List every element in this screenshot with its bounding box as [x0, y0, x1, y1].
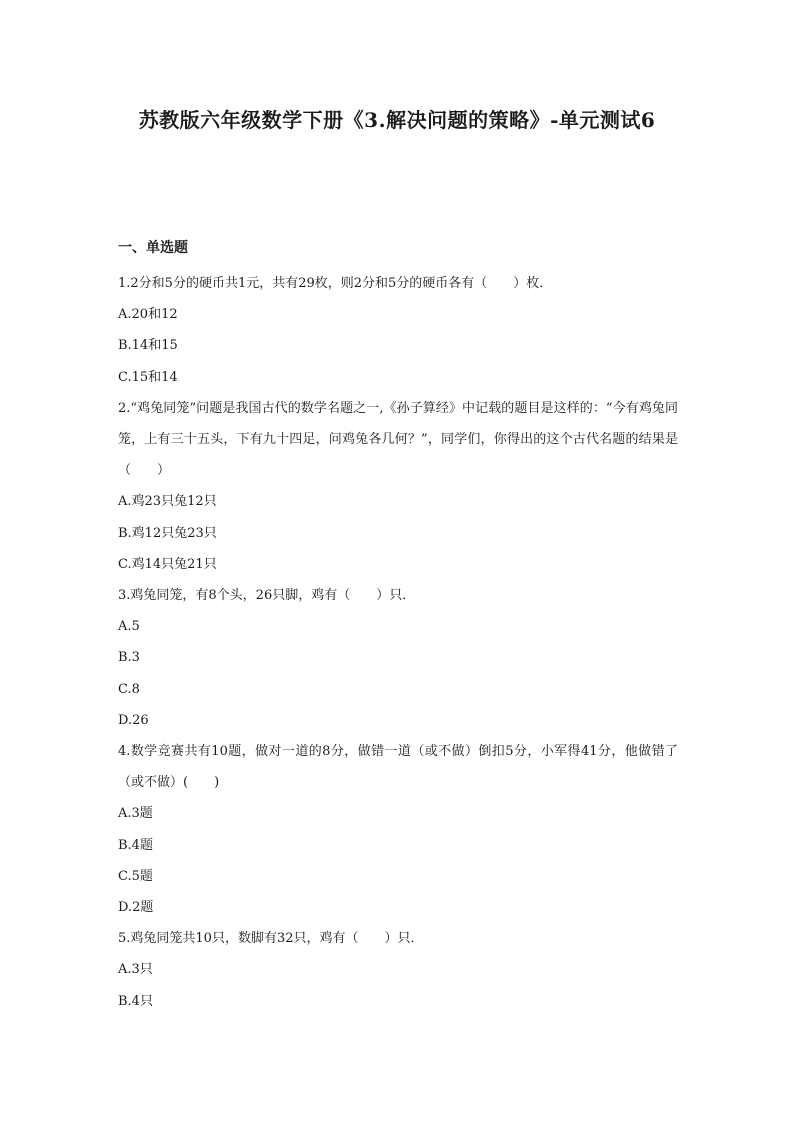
question-1	[118, 268, 678, 393]
option-d: D.26	[118, 712, 149, 728]
option-a: A.鸡23只兔12只	[118, 494, 217, 510]
option-c: C.5题	[118, 868, 153, 884]
option-d: D.2题	[118, 900, 154, 916]
option-b: B.4题	[118, 837, 153, 853]
option-c: C.鸡14只兔21只	[118, 556, 217, 572]
option-b: B.鸡12只兔23只	[118, 525, 217, 541]
question-5	[118, 923, 678, 1017]
question-4	[118, 736, 678, 923]
question-3	[118, 580, 678, 736]
section-heading: 一、单选题	[118, 240, 188, 256]
option-a: A.20和12	[118, 307, 178, 323]
option-a: A.5	[118, 619, 140, 635]
option-b: B.14和15	[118, 338, 178, 354]
question-2	[118, 393, 678, 580]
option-c: C.15和14	[118, 369, 178, 385]
question-text: 1.2分和5分的硬币共1元，共有29枚，则2分和5分的硬币各有（ ）枚．	[118, 276, 553, 291]
question-text: 5.鸡兔同笼共10只，数脚有32只，鸡有（ ）只．	[118, 931, 424, 947]
option-a: A.3题	[118, 806, 153, 822]
question-text: 2.“鸡兔同笼”问题是我国古代的数学名题之一,《孙子算经》中记载的题目是这样的：“今有鸡兔同笼，上有三十五头，下有九十四足，问鸡兔各几何？”，同学们，你得出的这个古代名题的结果是（ ）	[118, 400, 678, 479]
question-text: 4.数学竞赛共有10题，做对一道的8分，做错一道（或不做）倒扣5分，小军得41分，他做错了（或不做）( )	[118, 744, 678, 791]
question-text: 3.鸡兔同笼，有8个头，26只脚，鸡有（ ）只．	[118, 588, 416, 604]
option-b: B.3	[118, 650, 140, 666]
option-a: A.3只	[118, 962, 153, 978]
option-c: C.8	[118, 681, 140, 697]
option-b: B.4只	[118, 993, 153, 1009]
page-title: 苏教版六年级数学下册《3.解决问题的策略》-单元测试6	[138, 108, 656, 132]
document-body	[118, 238, 678, 1017]
